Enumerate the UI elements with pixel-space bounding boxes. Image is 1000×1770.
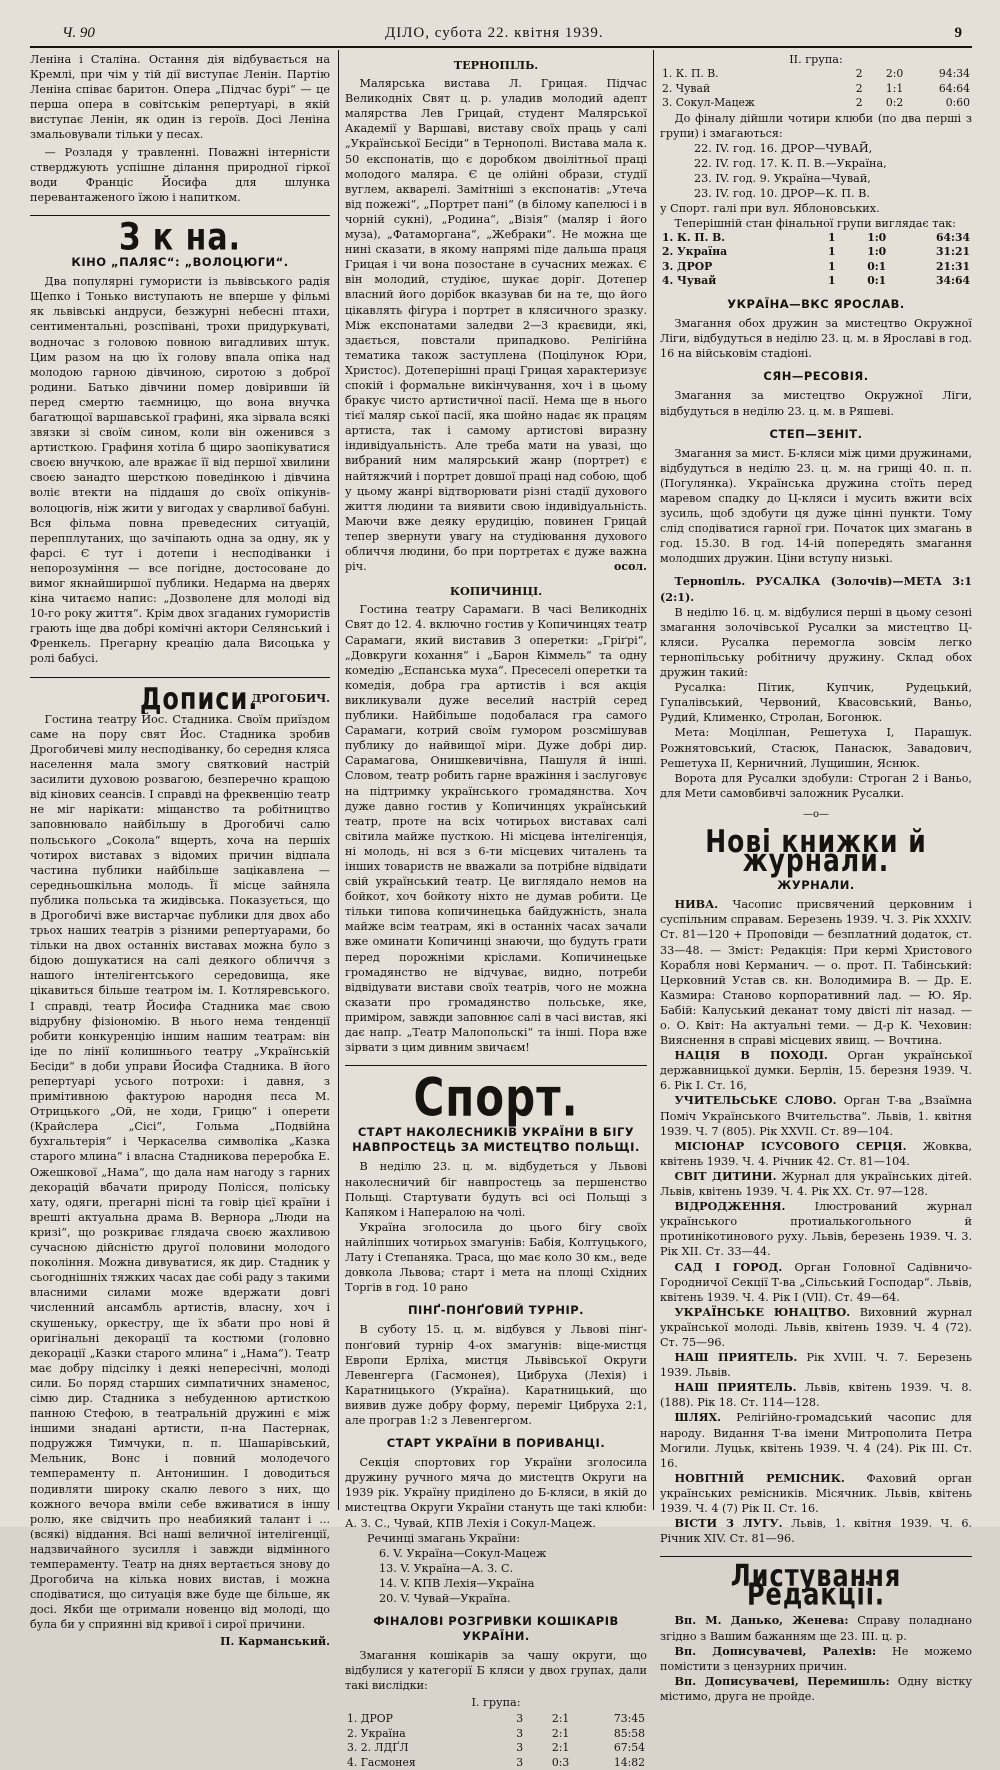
section-heading-sport: Спорт. [413,1067,579,1129]
article-continuation: Леніна і Сталіна. Остання дія відбувається на Кремлі, при чім у тій дії виступає Ленін. Партію Леніна співає баритон. Опера „Підчас бурі“ — це перша опера в совітськім репертуарі, в якій виступає Ленін, як один із героїв. Досі Леніна змальовували тільки у песах. [30,53,330,142]
journal-desc: Львів, 1. квітня 1939. Ч. 6. Річник XIV. Ст. 81—96. [660,1517,972,1546]
journal-title: НИВА. [674,897,719,912]
cycling-text-1: В неділю 23. ц. м. відбудеться у Львові наколесничий біг навпростець за першенство Польщі. Стартувати будуть всі осі Польщі з Капяком і Напералою на чолі. [345,1160,647,1219]
standings-table-group-1 [345,1712,647,1770]
page-header [30,22,972,48]
table-row [345,1712,647,1727]
divider [660,1556,972,1557]
journal-desc: Ілюстрований журнал українського протиалькогольного й протинікотинового руху. Львів, березень 1939. Ч. 3. Рік XII. Ст. 33—44. [660,1200,972,1259]
team-name: 2. Україна [347,1726,406,1740]
team-name: 1. К. П. В. [662,230,725,244]
letter-recipient: Вп. Дописувачеві, Перемишль: [674,1673,890,1688]
schedule-item: 22. IV. год. 17. К. П. В.—Україна, [694,156,887,170]
letter-text: Одну вістку містимо, друга не пройде. [660,1674,973,1703]
team-score: 34:64 [935,274,970,288]
team-name: 3. 2. ЛДҐЛ [347,1741,409,1755]
place-drohobych: ДРОГОБИЧ. [251,691,330,705]
group-1-title: І. група: [471,1696,521,1710]
team-points: 2 [855,67,863,81]
final-venue: у Спорт. галі при вул. Яблоновських. [660,201,880,215]
rusalka-text-4: Ворота для Русалки здобули: Строган 2 і Ваньо, для Мети самовбивчі заложник Русалки. [660,771,972,800]
rusalka-heading: Тернопіль. РУСАЛКА (Золочів)—МЕТА 3:1 (2:1). [660,574,972,604]
current-standings-intro: Теперішній стан фінальної групи виглядає так: [674,216,956,230]
team-points: 1 [828,259,836,273]
column-1 [30,52,330,1649]
team-name: 1. ДРОР [347,1712,393,1726]
journal-desc: Релігійно-громадський часопис для народу. Видання Т-ва імени Митрополита Петра Могили. Луцьк, квітень 1939. Ч. 4 (24). Рік ІІІ. Ст. 16. [660,1411,972,1470]
standings-table-group-2 [660,67,972,111]
team-points: 3 [516,1741,524,1755]
list-item [660,1199,972,1259]
team-games: 0:2 [885,96,904,110]
notice-text: — Розладя у травленні. Поважні інтерністи стверджують успішне ділання природної гіркої води Франціс Йосифа для шлунка перевантаженого їжою і напитком. [30,145,330,204]
journal-desc: Часопис присвячений церковним і суспільним справам. Березень 1939. Ч. 3. Рік XXXIV. Ст. 81—120 + Проповіди — безплатний додаток, ст. 33—48. — Зміст: Редакція: При кермі Христового Корабля нові Керманич. — о. прот. П. Табінський: Церковний Устав св. кн. Володимира В. — Др. Е. Казмира: Становo корпоративний лад. — Ю. Яр. Бабій: Калуський деканат тому двісті літ назад. — о. О. Квіт: На актуальні теми. — Д-р К. Чеховин: Вияснення в справі місцевих явищ. — Вочтина. [660,898,972,1048]
place-kopychyntsi: КОПИЧИНЦІ. [449,584,543,599]
schedule-item: 6. V. Україна—Сокул-Мацеж [379,1546,547,1560]
team-score: 85:58 [613,1726,645,1740]
column-divider [338,50,339,1510]
journal-desc: Рік XVIII. Ч. 7. Березень 1939. Львів. [660,1351,972,1380]
pingpong-heading: ПІНҐ-ПОНҐОВИЙ ТУРНІР. [407,1303,585,1318]
table-row [660,231,972,246]
section-heading-dopysy: Дописи. [140,680,259,716]
journal-title: САД І ГОРОД. [674,1259,783,1274]
drohobych-article-text: Гостина театру Йос. Стадника. Своїм приїздом саме на пору свят Йос. Стадника зробив Дрогобичеві милу несподіванку, бо середня кляса населення мала змогу святковий настрій засилити духовою розвагою, безперечно кращою від кінових сеансів. І справді на фреквенцію театр не міг нарікати: міщанство та робітництво заповнювало найбільшу в Дрогобичі салю польського „Сокола“ вщерть, хоча на першіх чотирох виставах з відомих причин відпала чаcтина публики найбільше зацікавлена — середньошкільна молодь. Її місце зайняла публика польська та жидівська. Показується, що в Дрогобичі вже вистарчає публики для двох або трьох наших театрів з різними репертуарами, бо тільки на двох останніх виставах можна було з бідою дошукатися на салі деякого обличчя з нашого інтелігентського середовища, яке цікавиться більше театром ім. І. Котляревського. І справді, театр Йосифа Стадника має свою відрубну фізіономію. В нього нема тенденції робити конкуренцію іншим нашим театрам: він іде по лінії колишнього театру „Українській Бесіди“ в доби управи Йосифа Стадника. В його репертуарі усього потрохи: і давня, з примітивною фактурою народня пєса М. Отрицького „Ой, не ходи, Грицю“ і оперети (Крайслера „Сісі“, Гольма „Подвійна бухгальтерія“ і Черкаселва символіка „Казка старого млина“ і власна Стадникова переробка Е. Ожешкової „Нама“, що дала нам нагоду з гарних декорацій вбачати природу Полісся, поліську хату, одяги, прегарні пісні та говір цієї країни і врешті актуальна драма В. Вернора „Люди на кризі“, що розкриває глядача своєю жахливою сучасною дійсністю другої половини молодого покоління. Можна дивуватися, як дир. Стадник у сьогоднішніх тяжких часах дає собі раду з такими власними силами може вдержати довгі численний ансамбль артистів, власну, хоч і скушеньку, оркестру, ще їх збати про нові й оригінальні декорації та костюми (головно декорації „Казки старого млина“ і „Нама“). Театр має добру підсілку і деякі непересічні, молоді сили. Бо поряд старших симпатичних знаменос, сімю дир. Стадника з небуденною артисткою панною Стефою, в театральній дружині є між іншими знадані артисти, п-на Пастернак, подружжя Тимчуки, п. п. Шашарівський, Мельник, Вонс і повний молодечого темпераменту п. Антонишин. І доводиться подивляти широку скалю левого з них, що кожного вечора вміли себе вживатися в іншу ролю, яке свідчить про неабиякий талант і ...(всякі) віддання. Всі наші величної інтелігенції, надзвичайного зусилля і завжди відмінного темпераменту. Театр на днях вертається знову до Дрогобича на кілька нових вистав, і можна сподіватися, що ситуація вже буде ще більше, як досі. Якби ще отримали новенцо від молоді, що була би у сприянні від кривої і сирої причини. [30,712,330,1632]
schedule-item: 14. V. КПВ Лехія—Україна [379,1576,535,1590]
column-2 [345,52,647,1769]
sian-heading: СЯН—РЕСОВІЯ. [763,369,869,384]
team-games: 2:1 [551,1741,570,1755]
section-heading-letters: Листування Редакції. [730,1558,902,1613]
page-number: 9 [954,25,962,41]
list-item [660,1350,972,1380]
article-signature: осол. [614,560,647,574]
team-score: 14:82 [613,1755,645,1769]
vks-heading: УКРАЇНА—ВКС ЯРОСЛАВ. [727,296,905,311]
schedule-item: 20. V. Чувай—Україна. [379,1591,511,1605]
rusalka-text-1: В неділю 16. ц. м. відбулися перші в цьому сезоні змагання золочівської Русалки за мистецтво Ц-кляси. Русалка перемогла зовсім легко тернопільську робітничу дружину. Склад обох дружин такий: [660,605,972,680]
list-item [660,1516,972,1546]
table-row [660,96,972,111]
team-points: 3 [516,1755,524,1769]
journal-title: УЧИТЕЛЬСЬКЕ СЛОВО. [674,1093,837,1108]
ternopil-article-text: Малярська виставa Л. Грицая. Підчас Великодніх Свят ц. р. уладив молодий адепт малярства Лев Грицай, студент Малярської Академії у Варшаві, виставу своїх праць у салі „Української Бесіди“ в Тернополі. Виставa мала к. 50 експонатів, що є доробком двоілітньої праці молодого маляра. Є це олійні образи, студії вуглем, акварелі. Замітніші з експонатів: „Утеча від пожежі“, „Портрет пані“ (в білому капелюсі і в чорній сукні), „Родина“, „Візія“ (маляр і його муза), „Фатаморгана“, „Жебраки“. Не можна ще нині сказати, в якому напрямі піде дальша праця Грицая і чи вона позостане в сучасних межах. Є він молодий, студіює, шукає доріг. Дотепер власний його дорібок вказував би на те, що його цікавлять фігура і портрет в клясичного зразку. Між експонатами заледви 2—3 краєвиди, які, здається, повстали припадково. Релігійна тематика також заступлена (Поцілунок Юри, Христос). Дотеперішні праці Грицая характеризує спокій і формальне викінчування, хоч і в цьому бракує чисто артистичної пасії. Нема ще в нього тієї маляр ської пасії, яка шойно надає як працям артиста, так і самому артистові виразну індивідуальність. Але треба мати на увазі, що вибраний ним малярський жанр (портрет) є найтяжчий і портрет довшої праці над собою, щоб у цьому жанрі відтворювати різні стадії духового життя людини та виявити свою індивідуальність. Маючи вже деяку ерудицію, повинен Грицай тепер звернути увагу на студіювання духового обличчя людини, бо при портретах є дуже важна річ. [345,77,647,574]
team-score: 64:34 [935,230,970,244]
list-item [660,1674,972,1704]
group-2-title: ІІ. група: [789,53,843,66]
list-item [660,1260,972,1305]
header-dateline: ДІЛО, субота 22. квітня 1939. [385,25,604,41]
schedule-item: 23. IV. год. 9. Україна—Чувай, [694,171,871,185]
journal-title: СВІТ ДИТИНИ. [674,1168,777,1183]
journal-title: НАШ ПРИЯТЕЛЬ. [674,1380,797,1395]
journal-title: ШЛЯХ. [674,1410,722,1425]
rusalka-text-3: Мета: Моцілпан, Решетуха І, Парашук. Рожнятовський, Стасюк, Панасюк, Завадович, Решетуха ІІ, Керничний, Лущишин, Яснюк. [660,726,972,770]
journal-desc: Орган Головної Садівничо-Городничої Секції Т-ва „Сільський Господар“. Львів, квітень 1939. Ч. 4. Рік І (VII). Ст. 49—64. [660,1260,972,1304]
team-games: 2:0 [885,67,904,81]
basketball-text: Змагання кошікарів за чашу округи, що відбулися у категорії Б кляси у двох групах, дали такі вислідки: [345,1648,647,1692]
journal-title: УКРАЇНСЬКЕ ЮНАЦТВО. [674,1304,851,1319]
divider [30,677,330,678]
list-item [660,1305,972,1350]
journal-title: НАЦІЯ В ПОХОДІ. [674,1048,828,1063]
team-score: 64:64 [938,81,970,95]
handball-heading: СТАРТ УКРАЇНИ В ПОРИВАНЦІ. [386,1436,606,1451]
cinema-review-text: Два популярні гумористи із львівського радія Щепко і Тонько виступають не вперше у фільмі як львівські андруси, безжурні небесні птахи, сентиментальні, розспівані, трохи придуркуваті, водночас з головою повною вигадливих штук. Цим разом на цю їх голову впала опіка над молодою гарною дівчиною, сиротою з доброї родини. Батько дівчини помер довіривши їй перед смертю таємницю, що вона внучка багатющої варшавської графині, яка зірвала всякі звязки зі своїм сином, коли він оженився з артисткою. Графиня хотіла б щиро заопікуватися своєю внучкою, але вражає її від першої хвилини своєю занадто шерсткою поведінкою і дівчина воліє втекти на піддашя до своїх опікунів-волоцюгів, ніж жити у вигодах у сварливої бабуні. Вся фільма повна преведесних ситуацій, перепплутаних, що зачіпають одна за одну, як у фарсі. Є тут і дотепи і несподіванки і непорозуміння — все погідне, достосоване до вимог якнайширшої публики. Недарма на дверях кіна читаємо напис: „Дозволене для молоді від 10-го року життя“. Крім двох згаданих гумористів грають іще два добрі комічні актори Селянський і Френкель. Прегарну креацію дала Висоцька у ролі бабусі. [30,275,330,666]
final-schedule [660,141,972,201]
list-item [660,897,972,1048]
table-row [660,260,972,275]
letter-recipient: Вп. Дописувачеві, Ралехів: [674,1643,877,1658]
kopychyntsi-article-text: Гостина театру Сарамаги. В часі Великодніх Свят до 12. 4. включно гостив у Копичинцях театр Сарамаги, який виставив 3 оперетки: „Гріґрі“, „Довкруги кохання“ і „Барон Кіммель“ та одну комедію „Еспанська муха“. Пресеселі оперетки та комедія, добра гра артистів і вся акція викликували дуже веселий настрій серед публики. Найбільше подобалася гра самого Сарамаги, котрий своїм гумором розсмішував публику до найвищої міри. Дуже добрі дир. Сарамагова, Онишкевичівна, Пашуля й інші. Словом, театр робить гарне вражіння і заслуговує на підтримку українського громадянства. Хоч дуже давно гостив у Копичинцях український театр, проте на всіх чотирьох виставах салі світила майже пусткою. Ні місцева інтелігенція, ні молодь, ні вся з 6-ти місцевих читалень та інших товариств не вважали за потрібне відвідати свій український театр. Це виглядало немов на бойкот, хоч бойкоту ніхто не думав робити. Це тільки типова копичинецька байдужність, знала майже всім театрам, які в останніх часах зачали вже оминати Копичинці знаючи, що будуть грати перед порожніми кріслами. Копичинецьке громадянство не відчуває, видно, потреби відвідувати вистави своїх театрів, чого не можна сказати про громадянство польське, яке, приміром, завжди заповнює салі в часі вистав, які дає напр. „Театр Малопольскі“ та інші. Пора вже зірвати з цим дивним звичаєм! [345,603,647,1055]
schedule-item: 22. IV. год. 16. ДРОР—ЧУВАЙ, [694,141,873,155]
table-row [660,274,972,289]
cycling-heading: СТАРТ НАКОЛЕСНИКІВ УКРАЇНИ В БІГУ НАВПРОСТЕЦЬ ЗА МИСТЕЦТВО ПОЛЬЩІ. [352,1125,640,1155]
journal-title: ВІДРОДЖЕННЯ. [674,1199,786,1214]
journal-desc: Орган Т-ва „Взаїмна Поміч Українського Вчительства“. Львів, 1. квітня 1939. Ч. 7 (805). Рік XXVII. Ст. 89—104. [660,1094,972,1138]
basketball-heading: ФІНАЛОВІ РОЗГРИВКИ КОШІКАРІВ УКРАЇНИ. [373,1613,619,1643]
team-points: 3 [516,1712,524,1726]
column-divider [653,50,654,1510]
column-3 [660,52,973,1703]
journal-desc: Львів, квітень 1939. Ч. 8. (188). Рік 18. Ст. 114—128. [660,1381,972,1410]
step-heading: СТЕП—ЗЕНІТ. [769,426,863,441]
schedule-item: 13. V. Україна—А. З. С. [379,1561,514,1575]
vks-text: Змагання обох дружин за мистецтво Окружної Ліги, відбудуться в неділю 23. ц. м. в Ярославі в год. 16 на військовім стадіоні. [660,317,972,361]
journal-list [660,897,972,1546]
team-score: 94:34 [938,67,970,81]
standings-table-final [660,231,972,289]
place-ternopil: ТЕРНОПІЛЬ. [453,58,539,72]
team-name: 1. К. П. В. [662,67,719,81]
team-name: 4. Чувай [662,274,717,288]
letter-recipient: Вп. М. Данько, Женева: [674,1613,849,1628]
team-games: 1:1 [885,81,904,95]
team-points: 3 [516,1726,524,1740]
cinema-heading: КІНО „ПАЛЯС“: „ВОЛОЦЮГИ“. [71,255,289,270]
schedule-item: 23. IV. год. 10. ДРОР—К. П. В. [694,186,870,200]
journal-title: НАШ ПРИЯТЕЛЬ. [674,1350,798,1365]
team-points: 1 [828,274,836,288]
step-text: Змагання за мист. Б-кляси між цими дружинами, відбудуться в неділю 23. ц. м. на грищі 40. п. п. (Погулянка). Українська дружина стоїть перед маревом спадку до Ц-кляси і мусить вжити всіх зусиль, щоб здобути ця дуже цінні пункти. Тому слід сподіватися гарної гри. Початок цих змагань в год. 15.30. В год. 14-ій попередять змагання молодших дружин. Ціни вступу низькі. [660,446,972,566]
table-row [345,1741,647,1756]
team-name: 3. Сокул-Мацеж [662,96,755,110]
list-item [660,1410,972,1470]
match-schedule [345,1531,647,1606]
team-games: 0:1 [867,274,887,288]
article-signature: П. Карманський. [220,1635,330,1649]
list-item [660,1644,972,1674]
journal-desc: Жовква, квітень 1939. Ч. 4. Річник 42. Ст. 81—104. [660,1139,972,1168]
list-item [660,1048,972,1093]
team-games: 2:1 [551,1726,570,1740]
team-name: 3. ДРОР [662,259,713,273]
table-row [345,1756,647,1770]
issue-number: Ч. 90 [62,25,95,41]
handball-text: Секція спортових гор України зголосила дружину ручного мяча до мистецтв Округи на 1939 рік. Україну приділено до Б-кляси, в якій до мистецтва Округи України стануть ще такі клюби: А. З. С., Чувай, КПВ Лехія і Сокул-Мацеж. [345,1456,647,1530]
team-score: 0:60 [945,96,970,110]
team-points: 2 [855,81,863,95]
team-games: 1:0 [867,245,887,259]
journal-desc: Журнал для українських дітей. Львів, квітень 1939. Ч. 4. Рік XX. Ст. 97—128. [660,1169,972,1199]
list-item [660,1471,972,1516]
sian-text: Змагання за мистецтво Окружної Ліги, відбудуться в неділю 23. ц. м. в Ряшеві. [660,389,972,418]
team-games: 0:3 [551,1755,570,1769]
team-points: 2 [855,96,863,110]
letter-text: Не можемо помістити з цензурних причин. [660,1644,972,1673]
team-games: 2:1 [551,1712,570,1726]
rusalka-text-2: Русалка: Пітик, Купчик, Рудецький, Гупалівський, Червоний, Квасовський, Ваньо, Рудий, Клименко, Стролан, Богонюк. [660,681,972,725]
journal-title: НОВІТНІЙ РЕМІСНИК. [674,1470,845,1485]
team-name: 4. Гасмонея [347,1755,416,1769]
team-name: 2. Україна [662,245,728,259]
final-info: До фіналу дійшли чотири клюби (по два перші з групи) і змагаються: [660,111,972,140]
team-score: 73:45 [613,1712,645,1726]
journal-title: ВІСТИ З ЛУГУ. [674,1516,783,1531]
circle-divider: —о— [802,808,830,820]
team-score: 67:54 [613,1741,645,1755]
journal-desc: Виховний журнал української молоді. Львів, квітень 1939. Ч. 4 (72). Ст. 75—96. [660,1305,973,1349]
table-row [660,67,972,82]
section-heading-books: Нові книжки й журнали. [705,823,927,879]
team-name: 2. Чувай [662,81,711,95]
journals-heading: ЖУРНАЛИ. [777,878,855,893]
team-points: 1 [828,245,836,259]
pingpong-text: В суботу 15. ц. м. відбувся у Львові пінґ-понґовий турнір 4-ох змагунів: віце-мистця Европи Ерліха, мистця Львівської Округи Левенгерга (Гасмонея), Цибруха (Лехія) і Каратницького (Україна). Каратницький, що виявив дуже добру форму, переміг Цибруха 2:1, але програв 1:2 з Левенгергом. [345,1323,647,1427]
list-item [660,1139,972,1169]
letter-text: Справу поладнано згідно з Вашим бажанням ще 23. ІІІ. ц. р. [660,1614,972,1643]
list-item [660,1613,972,1643]
journal-desc: Орган української державницької думки. Берлін, 15. березня 1939. Ч. 6. Рік І. Ст. 16, [660,1049,972,1093]
table-row [660,82,972,97]
list-item [660,1380,972,1410]
team-score: 21:31 [935,259,970,273]
team-points: 1 [828,230,836,244]
cycling-text-2: Україна зголосила до цього бігу своїх найліпших чотирьох змагунів: Бабія, Колтуцького, Лату і Степаняка. Траса, що має коло 30 км., веде довкола Львова; старт і мета на площі Східних Торгів в год. 10 рано [345,1220,647,1295]
list-item [660,1093,972,1138]
table-row [660,245,972,260]
schedule-title: Речинці змагань України: [367,1531,521,1545]
team-games: 1:0 [867,230,887,244]
team-games: 0:1 [867,259,887,273]
journal-desc: Фаховий орган українських ремісників. Місячник. Львів, квітень 1939. Ч. 4 (7) Рік ІІ. Ст. 16. [660,1471,972,1515]
section-heading-ka: З к на. [119,215,241,260]
team-score: 31:21 [935,245,970,259]
list-item [660,1169,972,1199]
journal-title: МІСІОНАР ІСУСОВОГО СЕРЦЯ. [674,1138,907,1153]
table-row [345,1727,647,1742]
